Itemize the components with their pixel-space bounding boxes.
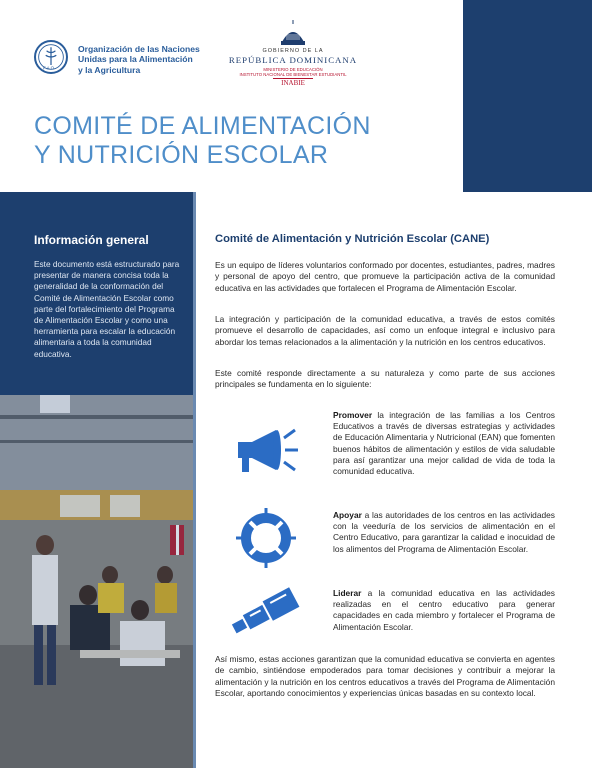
fao-emblem-icon — [34, 40, 68, 74]
title-line-1: COMITÉ DE ALIMENTACIÓN — [34, 112, 371, 140]
inabie-logo: INABIE — [273, 78, 313, 87]
action-apoyar-verb: Apoyar — [333, 510, 362, 520]
gov-institute: INSTITUTO NACIONAL DE BIENESTAR ESTUDIANTIL — [239, 72, 347, 77]
title-line-2: Y NUTRICIÓN ESCOLAR — [34, 141, 329, 169]
action-apoyar — [333, 510, 555, 555]
gov-ministry: MINISTERIO DE EDUCACIÓN — [263, 67, 323, 72]
page-title — [34, 112, 414, 170]
actions-intro-paragraph: Este comité responde directamente a su naturaleza y como parte de sus acciones principales se fundamenta en lo siguiente: — [215, 368, 555, 390]
action-apoyar-text: a las autoridades de los centros en las actividades con la veeduría de los servicios de alimentación en el Centro Educativo, para garantizar la calidad e inocuidad de los alimentos del Programa de Alimentación Escolar. — [333, 510, 555, 554]
fao-line-3: y la Agricultura — [78, 64, 141, 75]
action-liderar — [333, 588, 555, 633]
closing-paragraph: Así mismo, estas acciones garantizan que la comunidad educativa se convierta en agentes de cambio, sintiéndose empoderados para tomar decisiones y contribuir a mejorar la alimentación y la nutrición en los centros educativos a través del Programa de Alimentación Escolar, aportando conocimientos y experiencias únicas basadas en su contexto local. — [215, 654, 555, 698]
fao-name — [78, 44, 208, 75]
header-accent-block — [463, 0, 592, 192]
sidebar-border — [193, 192, 196, 768]
fao-line-1: Organización de las Naciones — [78, 44, 200, 54]
gov-name: REPÚBLICA DOMINICANA — [228, 55, 358, 65]
classroom-photo-illustration — [0, 395, 193, 768]
action-promover-text: la integración de las familias a los Centros Educativos a través de diversas estrategias y actividades de Educación Alimentaria y Nutricional (EAN) que fomenten buenos hábitos de alimentación y estilos de vida saludable para así garantizar una mejor calidad de vida de toda la comunidad educativa. — [333, 410, 555, 477]
megaphone-icon — [228, 420, 304, 480]
fao-line-2: Unidas para la Alimentación — [78, 54, 193, 65]
sidebar-body: Este documento está estructurado para presentar de manera concisa toda la generalidad de la conformación del Comité de Alimentación Escolar como parte del fortalecimiento del Programa de Alimentación Escolar y como una herramienta para escalar la educación alimentaria a toda la comunidad educativa. — [34, 259, 180, 359]
svg-text:F A O: F A O — [43, 65, 55, 71]
intro-paragraph: Es un equipo de líderes voluntarios conformado por docentes, estudiantes, padres, madres y personal de apoyo del centro, que promueve la participación activa de la comunidad educativa en las actividades que fortalecen el Programa de Alimentación Escolar. — [215, 260, 555, 293]
fao-logo-block — [34, 40, 204, 80]
action-liderar-verb: Liderar — [333, 588, 362, 598]
lifebuoy-icon — [228, 508, 304, 568]
classroom-photo — [0, 395, 193, 768]
gov-prefix: GOBIERNO DE LA — [262, 48, 324, 54]
government-seal-icon — [278, 20, 308, 46]
sidebar-title: Información general — [34, 233, 149, 247]
integration-paragraph: La integración y participación de la comunidad educativa, a través de estos comités promueve el desarrollo de capacidades, así como un enfoque integral e inclusivo para abordar los temas relacionados a la alimentación y la nutrición en los centros educativos. — [215, 314, 555, 347]
telescope-icon — [228, 582, 304, 642]
action-liderar-text: a la comunidad educativa en las actividades realizadas en el centro educativo para generar capacidades en cada miembro y fortalecer el Programa de Alimentación Escolar. — [333, 588, 555, 632]
action-promover-verb: Promover — [333, 410, 373, 420]
main-title: Comité de Alimentación y Nutrición Escolar (CANE) — [215, 233, 490, 245]
action-promover — [333, 410, 555, 477]
government-logo-block — [228, 20, 358, 87]
